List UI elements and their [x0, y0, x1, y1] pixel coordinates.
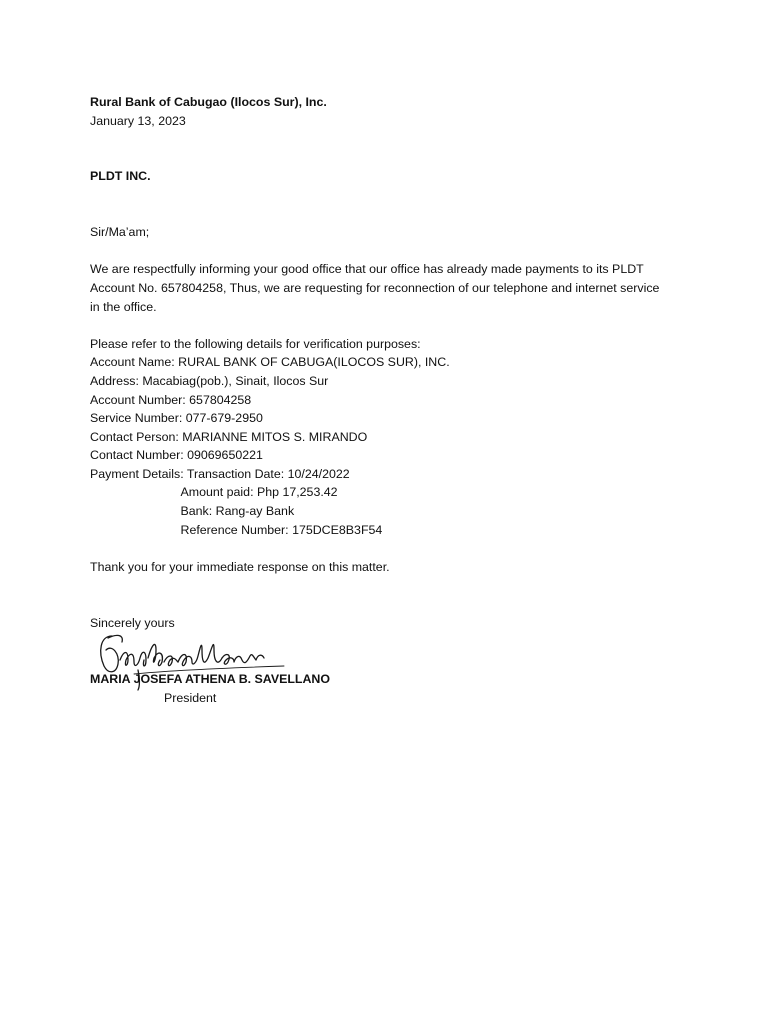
sender-bank-name: Rural Bank of Cabugao (Ilocos Sur), Inc.: [90, 95, 327, 109]
account-number: Account Number: 657804258: [90, 392, 252, 407]
signer-title: President: [164, 691, 217, 706]
recipient-name: PLDT INC.: [90, 169, 151, 184]
thank-you-line: Thank you for your immediate response on this matter.: [90, 559, 390, 574]
letter-body: [90, 93, 690, 708]
service-number: Service Number: 077-679-2950: [90, 411, 263, 426]
details-intro: Please refer to the following details for verification purposes:: [90, 336, 421, 351]
address: Address: Macabiag(pob.), Sinait, Ilocos Sur: [90, 373, 329, 388]
signature-block: [90, 632, 690, 708]
intro-paragraph: [90, 260, 690, 316]
intro-line: in the office.: [90, 299, 157, 314]
payment-details: Payment Details: Transaction Date: 10/24/2022: [90, 466, 350, 481]
amount-paid: Amount paid: Php 17,253.42: [180, 485, 338, 500]
details-block: [90, 335, 690, 540]
letter-date: January 13, 2023: [90, 113, 186, 128]
contact-person: Contact Person: MARIANNE MITOS S. MIRANDO: [90, 429, 368, 444]
salutation: Sir/Ma’am;: [90, 225, 150, 240]
complimentary-close: Sincerely yours: [90, 615, 175, 630]
intro-line: We are respectfully informing your good office that our office has already made payments to its PLDT: [90, 262, 644, 277]
signer-name: MARIA JOSEFA ATHENA B. SAVELLANO: [90, 672, 331, 687]
intro-line: Account No. 657804258, Thus, we are requesting for reconnection of our telephone and internet service: [90, 280, 660, 295]
payment-bank: Bank: Rang-ay Bank: [180, 504, 295, 519]
account-name: Account Name: RURAL BANK OF CABUGA(ILOCOS SUR), INC.: [90, 355, 450, 370]
contact-number: Contact Number: 09069650221: [90, 448, 263, 463]
reference-number: Reference Number: 175DCE8B3F54: [180, 522, 383, 537]
